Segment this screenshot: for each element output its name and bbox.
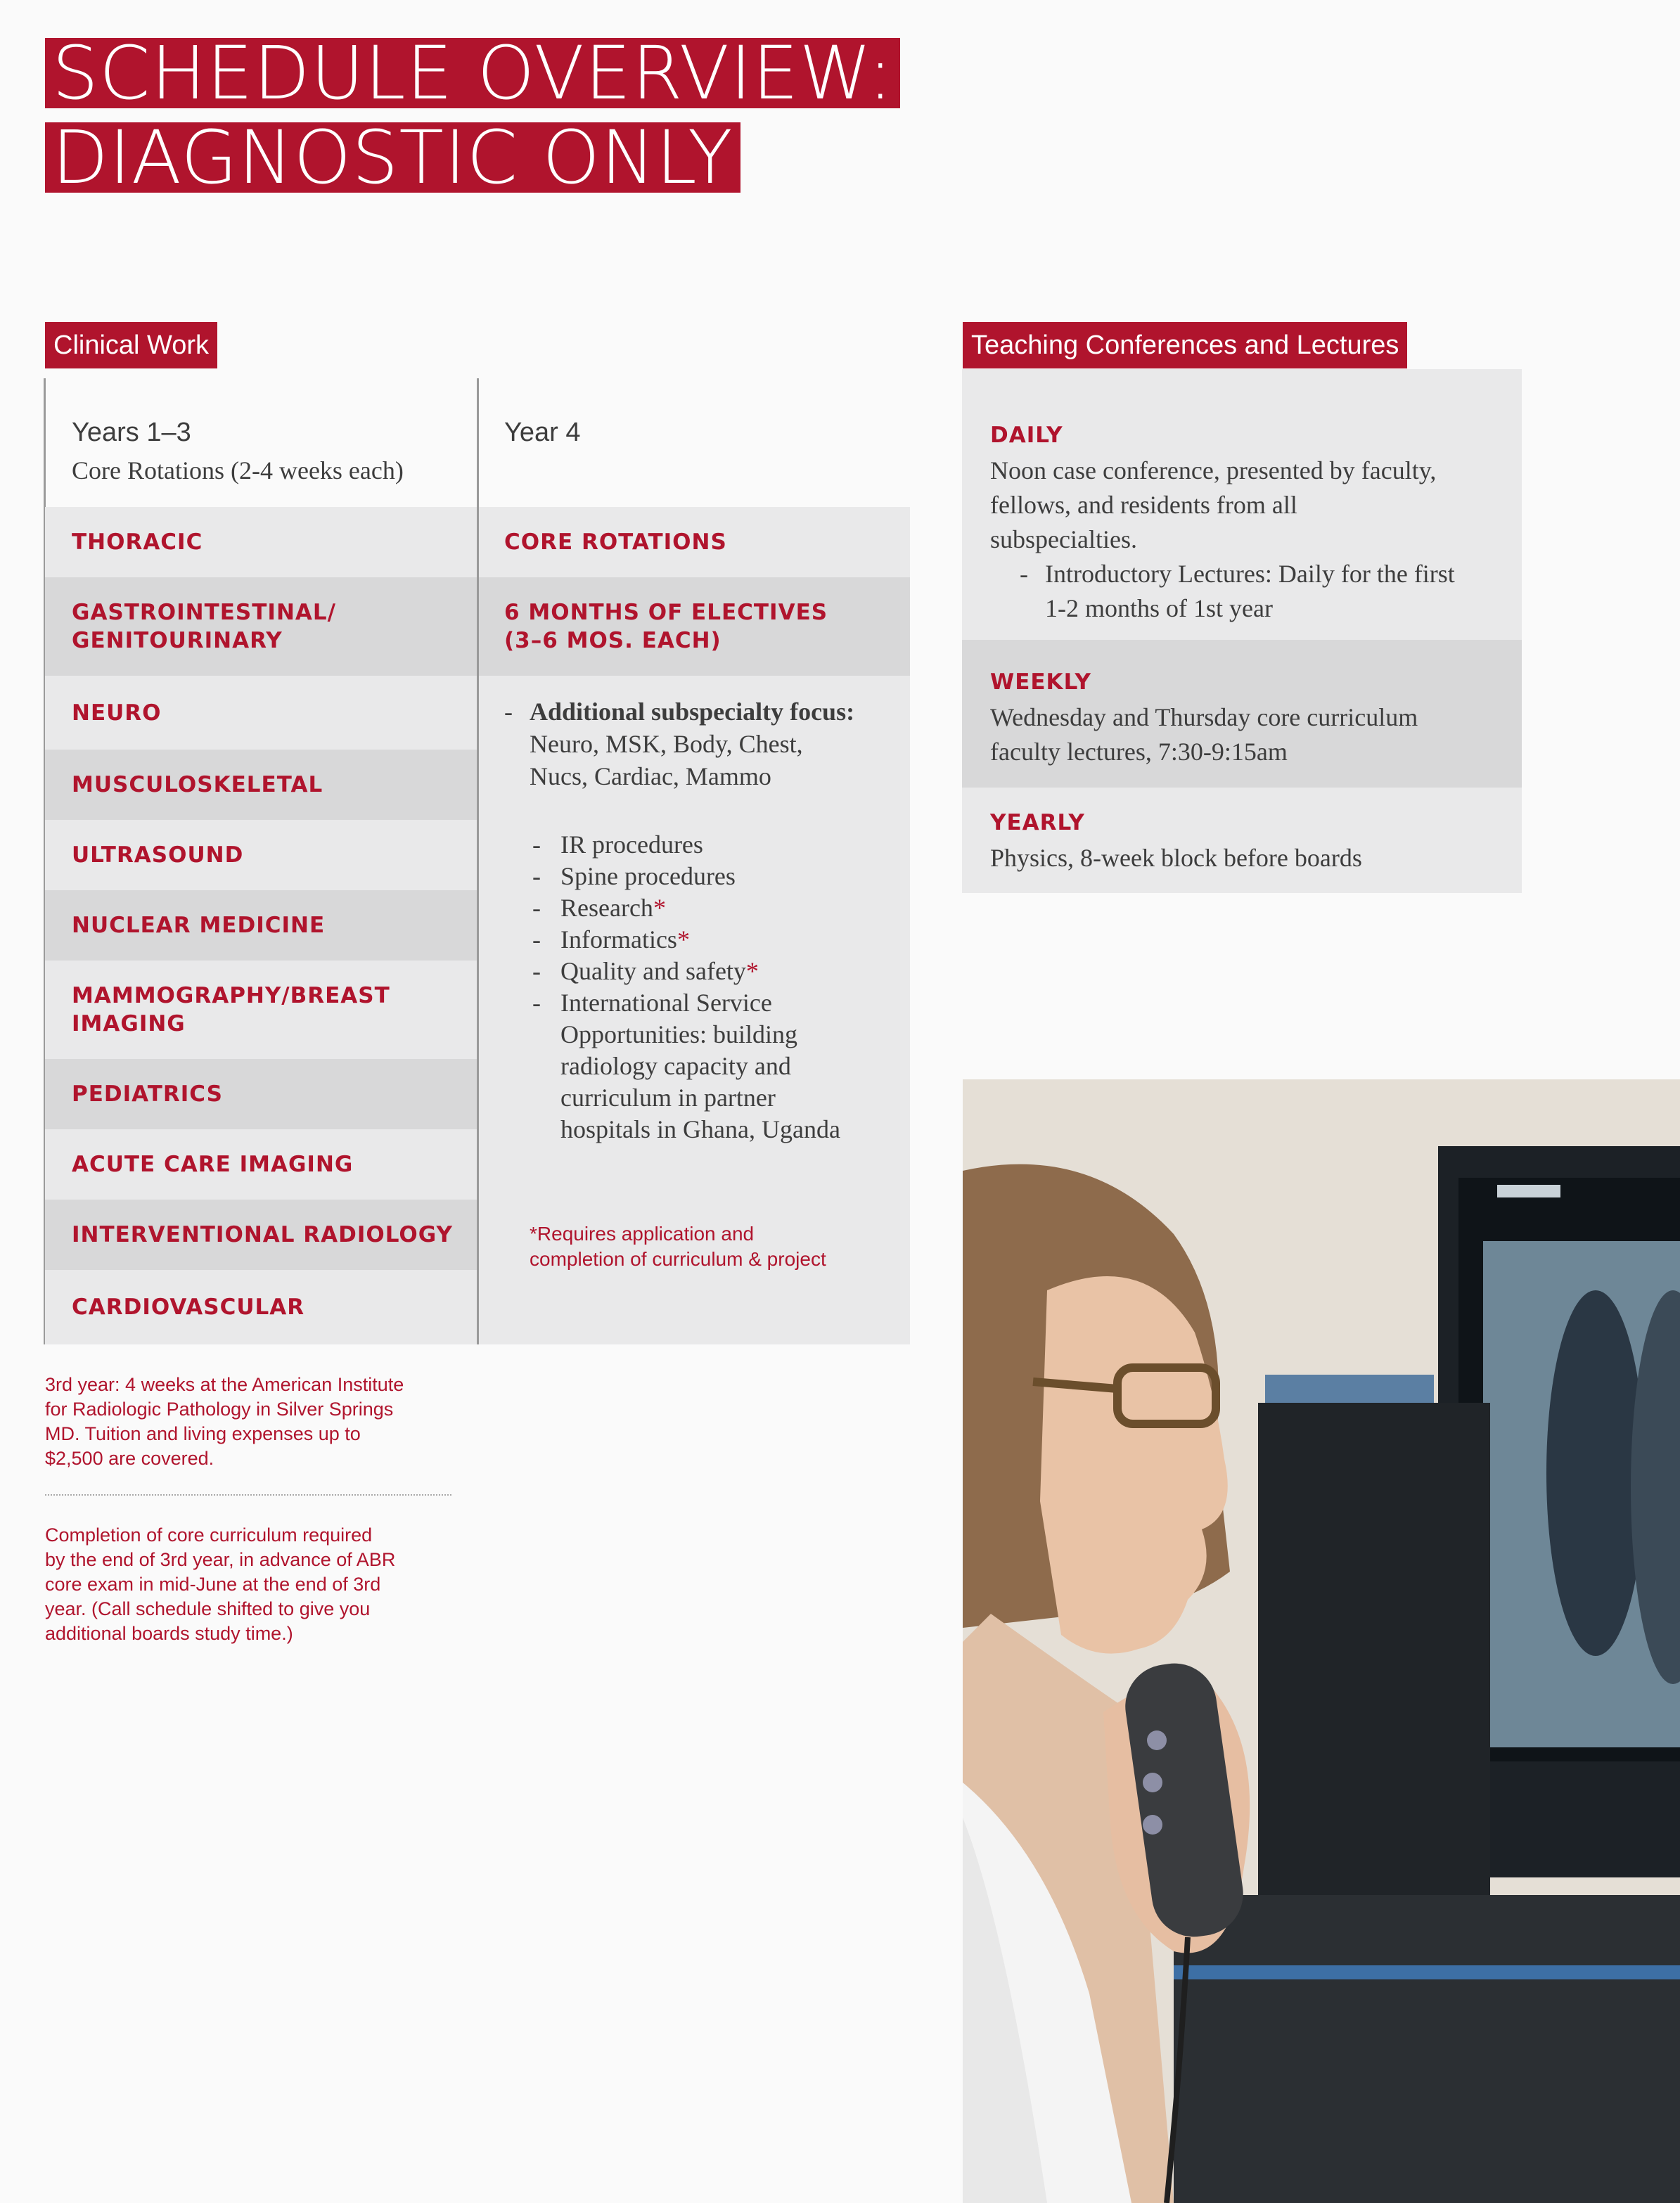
rotation-label: THORACIC (72, 529, 203, 555)
rotation-row (45, 1129, 477, 1200)
years-1-3-subheading: Core Rotations (2-4 weeks each) (72, 456, 404, 484)
rotation-row (45, 1200, 477, 1270)
notes-divider (45, 1494, 451, 1496)
weekly-label: WEEKLY (990, 669, 1091, 695)
daily-text: Noon case conference, presented by faculty, fellows, and residents from all subspecialties. (990, 456, 1437, 553)
rotation-row (45, 961, 477, 1059)
subspecialty-focus-label: Additional subspecialty focus: (530, 698, 855, 726)
elective-option-dash: - (532, 862, 541, 890)
elective-option-dash: - (532, 957, 541, 985)
elective-option-dash: - (532, 894, 541, 922)
elective-option (532, 829, 898, 861)
elective-option-text: IR procedures (560, 830, 703, 859)
rotation-label: GASTROINTESTINAL/ GENITOURINARY (72, 600, 336, 653)
daily-section (962, 369, 1522, 640)
elective-options-list (532, 829, 898, 1145)
year-4-electives-detail (479, 676, 910, 1344)
rotation-label: ULTRASOUND (72, 842, 244, 868)
weekly-section (962, 640, 1522, 788)
elective-option (532, 987, 898, 1145)
weekly-text: Wednesday and Thursday core curriculum faculty lectures, 7:30-9:15am (990, 703, 1418, 766)
rotation-label: ACUTE CARE IMAGING (72, 1152, 354, 1177)
rotation-label: PEDIATRICS (72, 1081, 223, 1107)
elective-option-text: Spine procedures (560, 862, 736, 890)
application-required-asterisk: * (677, 925, 690, 953)
third-year-pathology-note: 3rd year: 4 weeks at the American Institute for Radiologic Pathology in Silver Springs MD. Tuition and living expenses up to $2,500 are covered. (45, 1374, 404, 1469)
yearly-section (962, 788, 1522, 893)
subspecialty-focus-dash: - (504, 698, 513, 726)
elective-option-dash: - (532, 925, 541, 953)
rotation-row (45, 820, 477, 890)
elective-option (532, 861, 898, 892)
year-4-core-rotations (479, 507, 910, 577)
elective-option-text: International Service Opportunities: building radiology capacity and curriculum in partner hospitals in Ghana, Uganda (560, 989, 840, 1143)
elective-option-text: Quality and safety (560, 957, 746, 985)
rotation-label: INTERVENTIONAL RADIOLOGY (72, 1222, 453, 1247)
years-1-3-heading: Years 1–3 (72, 418, 191, 447)
elective-option-text: Informatics (560, 925, 677, 953)
rotation-row (45, 1059, 477, 1129)
rotation-row (45, 507, 477, 577)
rotation-row (45, 577, 477, 676)
year-4-heading: Year 4 (504, 418, 581, 447)
rotation-label: NEURO (72, 700, 162, 726)
daily-intro-lectures: Introductory Lectures: Daily for the first 1-2 months of 1st year (1045, 560, 1455, 622)
rotation-row (45, 676, 477, 750)
page-title-line-1: SCHEDULE OVERVIEW: (45, 38, 900, 108)
radiologist-photo (963, 1079, 1680, 2203)
elective-option-text: Research (560, 894, 653, 922)
subspecialty-focus-text: Neuro, MSK, Body, Chest, Nucs, Cardiac, Mammo (530, 730, 803, 790)
elective-option-dash: - (532, 830, 541, 859)
clinical-work-tag: Clinical Work (45, 322, 217, 368)
daily-sub-dash: - (1020, 560, 1028, 588)
rotation-row (45, 750, 477, 820)
core-curriculum-note: Completion of core curriculum required by the end of 3rd year, in advance of ABR core exam in mid-June at the end of 3rd year. (Call schedule shifted to give you additional boards study time.) (45, 1524, 396, 1644)
teaching-conferences-tag: Teaching Conferences and Lectures (963, 322, 1407, 368)
yearly-text: Physics, 8-week block before boards (990, 844, 1362, 872)
year-4-core-rotations-label: CORE ROTATIONS (504, 529, 727, 555)
daily-label: DAILY (990, 423, 1063, 448)
application-required-asterisk: * (745, 957, 759, 985)
page-title-line-2: DIAGNOSTIC ONLY (45, 122, 740, 193)
rotation-label: CARDIOVASCULAR (72, 1295, 305, 1320)
rotation-label: NUCLEAR MEDICINE (72, 913, 326, 938)
rotation-label: MUSCULOSKELETAL (72, 772, 323, 797)
elective-option (532, 924, 898, 956)
elective-option-dash: - (532, 989, 541, 1017)
rotation-row (45, 890, 477, 961)
year-4-electives-label: 6 MONTHS OF ELECTIVES (3–6 MOS. EACH) (504, 600, 828, 653)
radiologist-illustration (963, 1079, 1680, 2203)
rotation-label: MAMMOGRAPHY/BREAST IMAGING (72, 983, 390, 1036)
electives-footnote: *Requires application and completion of curriculum & project (530, 1223, 826, 1270)
application-required-asterisk: * (653, 894, 666, 922)
elective-option (532, 956, 898, 987)
elective-option (532, 892, 898, 924)
year-4-electives (479, 577, 910, 676)
yearly-label: YEARLY (990, 810, 1085, 835)
rotation-row (45, 1270, 477, 1344)
